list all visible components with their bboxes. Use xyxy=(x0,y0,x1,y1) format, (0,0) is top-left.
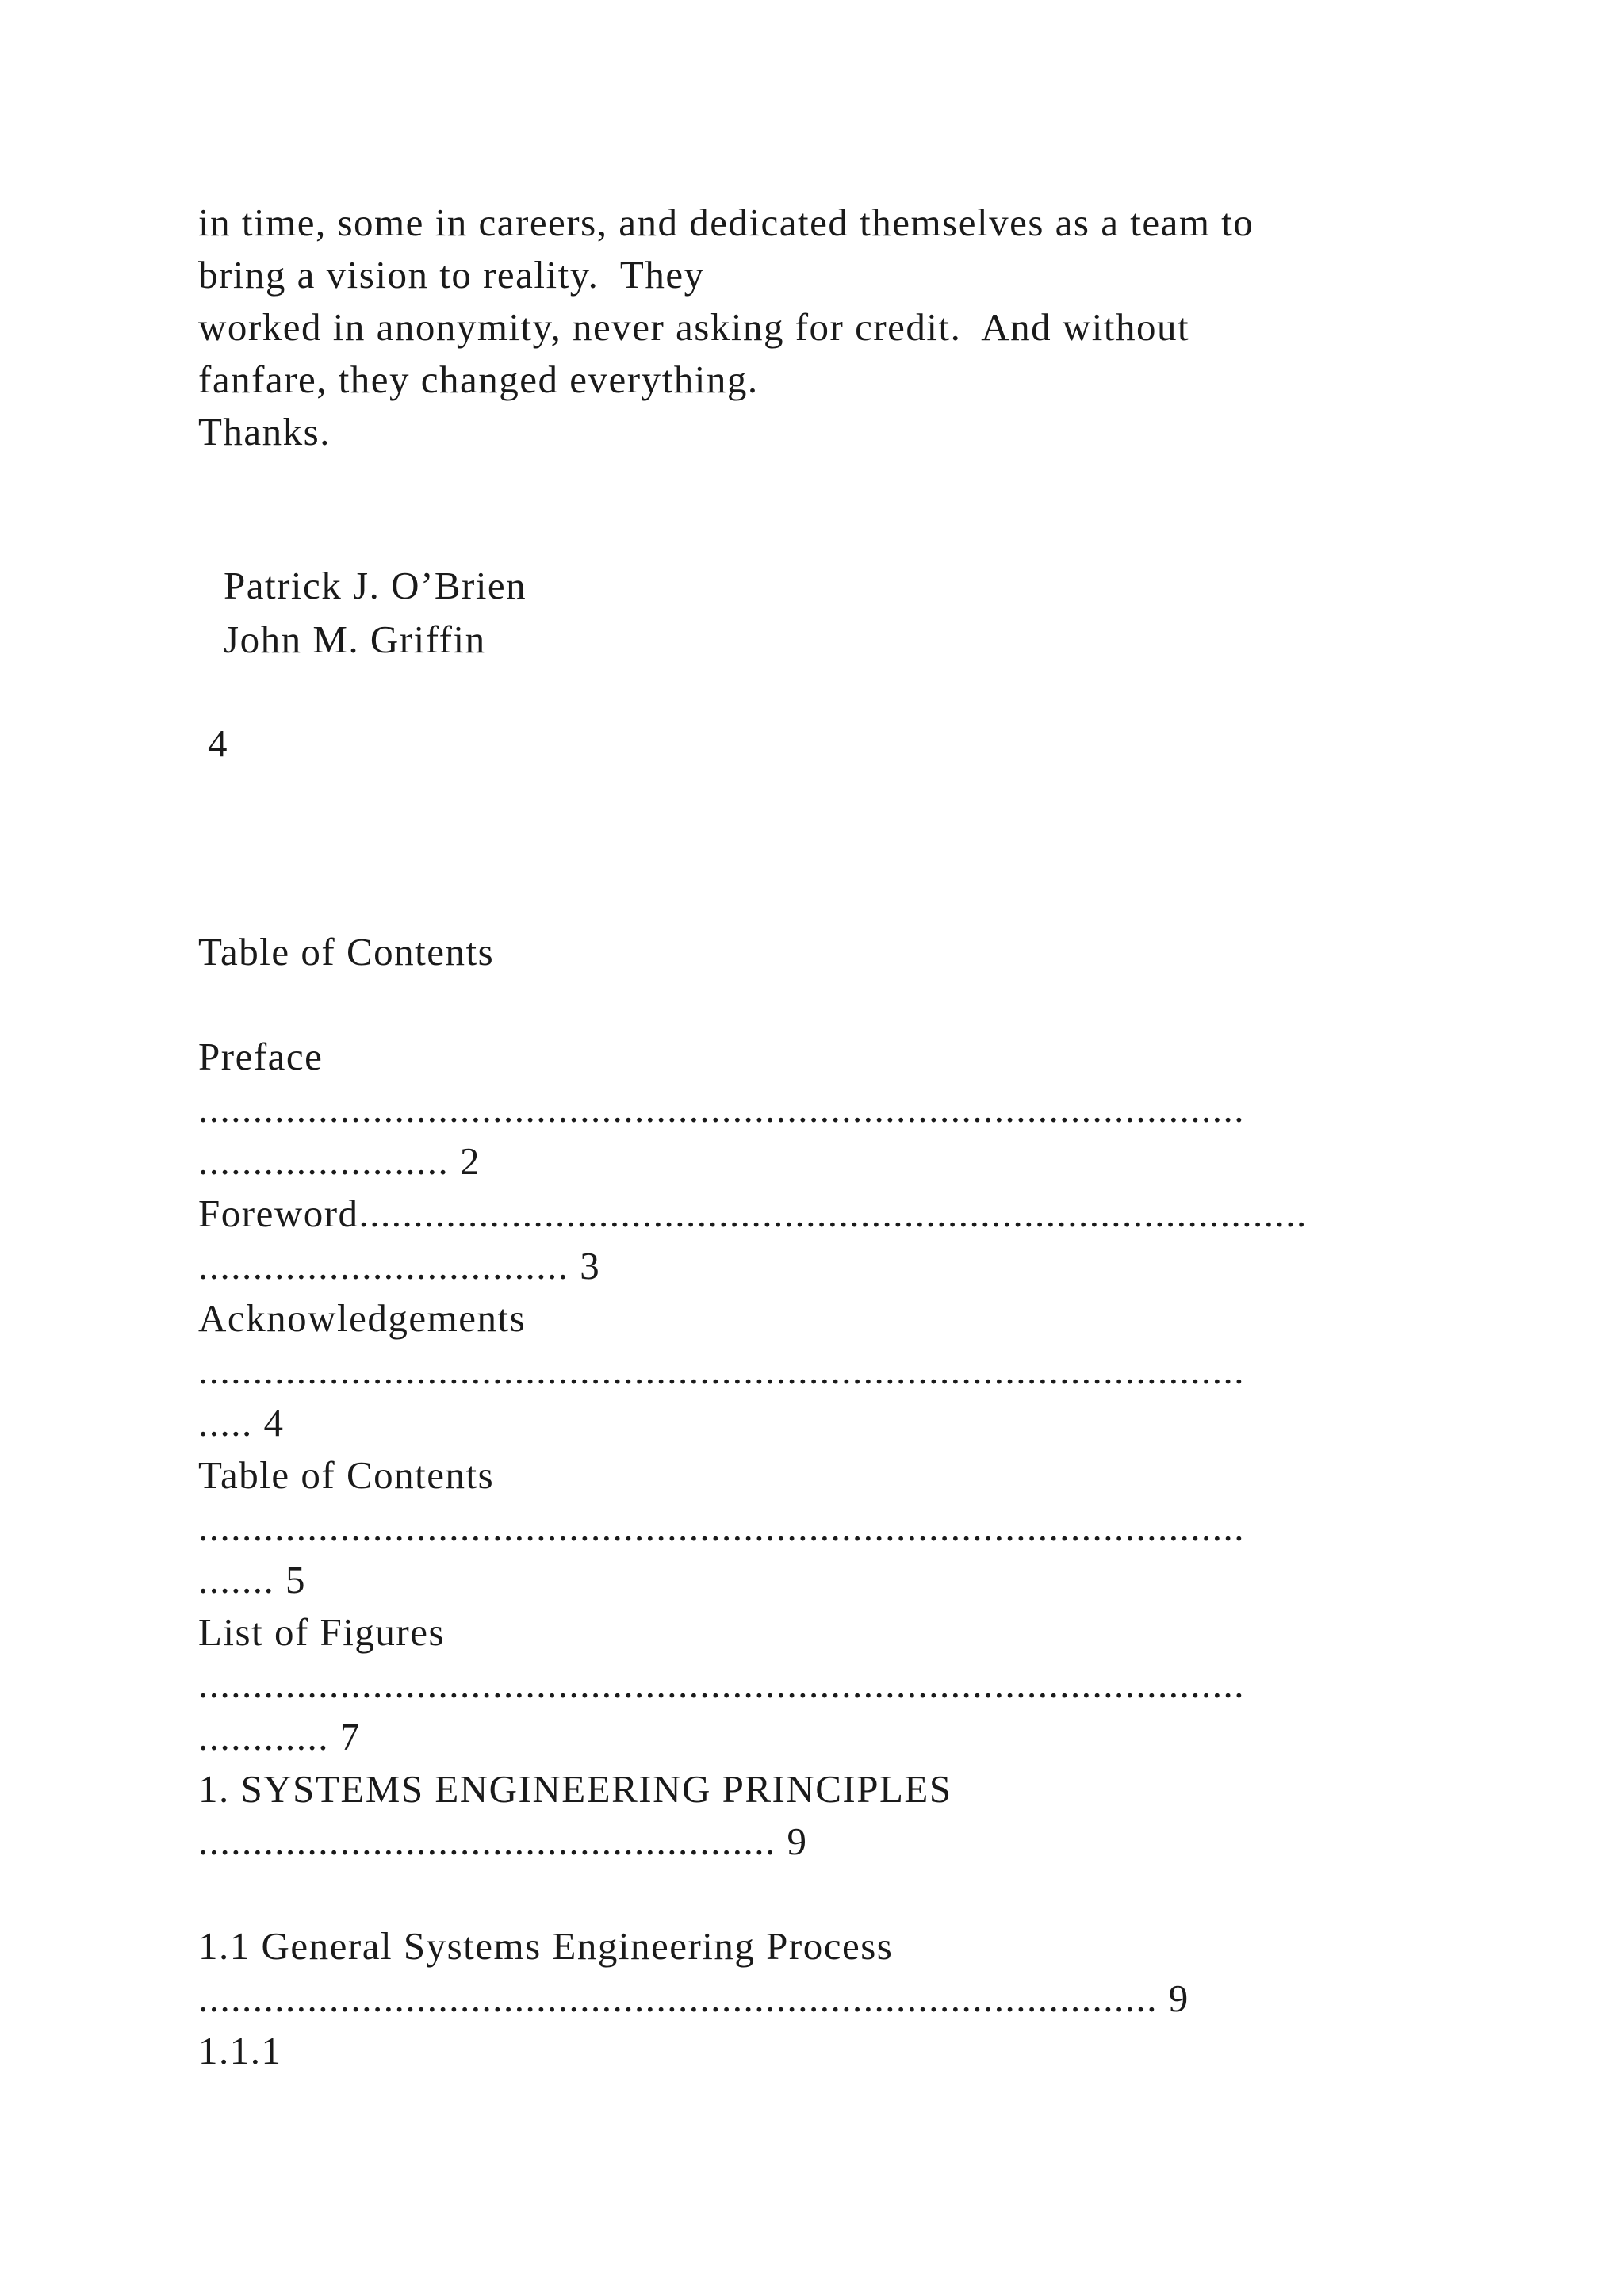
toc-line: .................................. 3 xyxy=(198,1244,601,1288)
page-number: 4 xyxy=(208,721,228,765)
toc-line: 1.1 General Systems Engineering Process xyxy=(198,1924,894,1968)
toc-line: List of Figures xyxy=(198,1610,446,1654)
body-text-line: worked in anonymity, never asking for credit. And without xyxy=(198,305,1190,349)
body-text-line: fanfare, they changed everything. xyxy=(198,358,759,401)
toc-line: 1.1.1 xyxy=(198,2029,282,2072)
toc-line: Acknowledgements xyxy=(198,1296,527,1340)
toc-line: ....... 5 xyxy=(198,1558,306,1601)
toc-line: ........................................................................................ 9 xyxy=(198,1976,1189,2020)
toc-line: ..................................................... 9 xyxy=(198,1820,808,1863)
toc-line: Preface xyxy=(198,1035,324,1078)
signature-name: John M. Griffin xyxy=(224,618,486,661)
toc-line: ................................................................................................ xyxy=(198,1349,1245,1392)
toc-line: ............ 7 xyxy=(198,1715,361,1758)
body-text-line: bring a vision to reality. They xyxy=(198,253,705,297)
toc-line: ................................................................................................ xyxy=(198,1087,1245,1131)
body-text-line: Thanks. xyxy=(198,410,331,453)
signature-name: Patrick J. O’Brien xyxy=(224,564,527,607)
toc-line: Table of Contents xyxy=(198,1453,495,1497)
toc-line: ................................................................................................ xyxy=(198,1506,1245,1549)
toc-line: ................................................................................................ xyxy=(198,1663,1245,1706)
body-text-line: in time, some in careers, and dedicated themselves as a team to xyxy=(198,201,1254,244)
toc-line: 1. SYSTEMS ENGINEERING PRINCIPLES xyxy=(198,1767,952,1811)
toc-line: Foreword....................................................................................... xyxy=(198,1192,1308,1235)
toc-line: ..... 4 xyxy=(198,1401,285,1445)
toc-heading: Table of Contents xyxy=(198,930,495,974)
toc-line: ....................... 2 xyxy=(198,1139,481,1183)
